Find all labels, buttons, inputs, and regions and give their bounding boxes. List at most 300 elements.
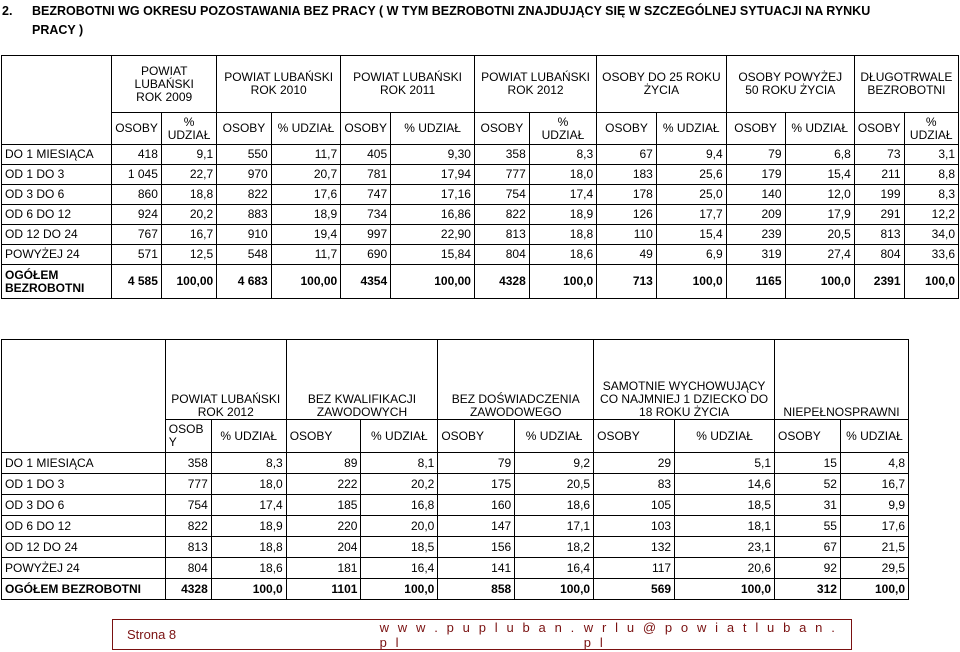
data-cell: 9,4 [656,145,726,165]
data-cell: 5,1 [675,453,775,474]
data-cell: 29 [594,453,675,474]
data-cell: 18,0 [211,474,286,495]
data-cell: 20,7 [271,165,340,185]
total-cell: 713 [597,265,657,299]
total-cell: 100,0 [361,579,438,600]
data-cell: 25,0 [656,185,726,205]
group-header-line: ZAWODOWYCH [316,405,408,419]
group-header-line: POWIAT LUBAŃSKI [171,392,281,406]
data-cell: 822 [165,516,211,537]
row-label: OD 3 DO 6 [2,185,112,205]
row-label: OD 12 DO 24 [2,537,166,558]
table-row [2,453,909,474]
data-cell: 147 [438,516,515,537]
data-cell: 18,6 [515,495,594,516]
data-cell: 67 [597,145,657,165]
data-cell: 781 [341,165,391,185]
column-group-header [597,56,727,113]
data-cell: 860 [112,185,162,205]
subheader-text: OSOBY [441,428,485,443]
data-cell: 822 [474,205,529,225]
total-cell: 100,0 [211,579,286,600]
data-cell: 690 [341,245,391,265]
data-cell: 19,4 [271,225,340,245]
row-label: OD 6 DO 12 [2,205,112,225]
email-link[interactable]: w r l u @ p o w i a t l u b a n . p l [583,619,838,650]
data-cell: 23,1 [675,537,775,558]
subheader-text: % UDZIAŁ [846,428,903,443]
header-row-subcolumns [2,113,959,145]
column-group-header [438,340,594,420]
subheader-text: OSOBY [344,121,387,135]
subheader-text: UDZIAŁ [541,127,585,142]
subheader-text: % UDZIAŁ [277,121,335,135]
section-title-line1: BEZROBOTNI WG OKRESU POZOSTAWANIA BEZ PRACY ( W TYM BEZROBOTNI ZNAJDUJĄCY SIĘ W SZCZEGÓLNEJ SYTUACJI NA RYNKU [32,4,871,18]
total-cell: 100,00 [391,265,475,299]
data-cell: 17,4 [529,185,596,205]
subheader-persons [854,113,904,145]
data-cell: 17,9 [785,205,854,225]
page-number: Strona 8 [127,627,177,642]
group-header-line: NIEPEŁNOSPRAWNI [783,405,900,419]
column-group-header [286,340,438,420]
subheader-text: % [557,114,569,129]
table-row [2,225,959,245]
total-label: OGÓŁEM BEZROBOTNI [2,579,166,600]
data-cell: 804 [474,245,529,265]
group-header-line: POWIAT LUBAŃSKI [353,70,463,84]
data-cell: 222 [286,474,361,495]
subheader-text: OSOBY [597,428,640,443]
data-cell: 16,7 [161,225,216,245]
data-cell: 20,0 [361,516,438,537]
data-cell: 132 [594,537,675,558]
data-cell: 9,1 [161,145,216,165]
data-cell: 9,30 [391,145,475,165]
total-row [2,579,909,600]
data-cell: 9,2 [515,453,594,474]
subheader-text: OSOBY [222,121,266,135]
section-number: 2. [2,4,13,18]
data-cell: 22,7 [161,165,216,185]
group-header-line: ZAWODOWEGO [469,405,562,419]
total-cell: 100,0 [840,579,908,600]
data-cell: 20,2 [161,205,216,225]
header-row-groups [2,340,909,420]
data-cell: 27,4 [785,245,854,265]
group-header-line: POWIAT [140,63,188,78]
data-cell: 571 [112,245,162,265]
data-cell: 175 [438,474,515,495]
data-cell: 15 [775,453,841,474]
data-cell: 183 [597,165,657,185]
data-cell: 8,1 [361,453,438,474]
group-header-line: BEZ KWALIFIKACJI [307,392,417,406]
total-cell: 100,0 [675,579,775,600]
table-row [2,205,959,225]
data-cell: 9,9 [840,495,908,516]
data-cell: 52 [775,474,841,495]
group-header-line: ŻYCIA [643,83,680,97]
total-cell: 100,0 [515,579,594,600]
data-cell: 160 [438,495,515,516]
subheader-text: OSOBY [857,121,901,135]
data-cell: 12,2 [904,205,959,225]
subheader-share [271,113,340,145]
data-cell: 910 [217,225,272,245]
data-cell: 20,5 [515,474,594,495]
total-cell: 4 683 [217,265,272,299]
data-cell: 804 [165,558,211,579]
data-cell: 18,5 [675,495,775,516]
total-cell: 4 585 [112,265,162,299]
total-cell: 858 [438,579,515,600]
data-cell: 16,4 [515,558,594,579]
column-group-header [854,56,958,113]
data-cell: 291 [854,205,904,225]
subheader-persons [286,420,361,453]
group-header-line: ROK 2012 [197,405,254,419]
data-cell: 220 [286,516,361,537]
data-cell: 754 [474,185,529,205]
total-cell: 4328 [474,265,529,299]
subheader-persons [597,113,657,145]
group-header-line: BEZROBOTNI [867,83,946,97]
subheader-text: % UDZIAŁ [220,428,278,443]
row-label: POWYŻEJ 24 [2,558,166,579]
data-cell: 358 [165,453,211,474]
subheader-persons [165,420,211,453]
column-group-header [474,56,596,113]
subheader-text: OSOBY [605,121,648,135]
data-cell: 883 [217,205,272,225]
data-cell: 79 [726,145,785,165]
data-cell: 55 [775,516,841,537]
column-group-header [594,340,775,420]
data-cell: 17,6 [271,185,340,205]
data-cell: 8,8 [904,165,959,185]
subheader-text: OSOB [168,422,204,436]
group-header-line: BEZ DOŚWIADCZENIA [451,392,580,406]
website-link[interactable]: w w w . p u p l u b a n . p l [379,619,577,650]
column-group-header [217,56,341,113]
subheader-share [675,420,775,453]
data-cell: 12,0 [785,185,854,205]
data-cell: 22,90 [391,225,475,245]
data-cell: 18,9 [271,205,340,225]
data-cell: 18,6 [529,245,596,265]
subheader-persons [775,420,841,453]
group-header-line: ROK 2009 [136,89,193,104]
subheader-text: % UDZIAŁ [371,428,428,443]
group-header-line: CO NAJMNIEJ 1 DZIECKO DO [600,392,769,406]
data-cell: 25,6 [656,165,726,185]
group-header-line: ROK 2012 [507,83,564,97]
data-cell: 767 [112,225,162,245]
data-cell: 179 [726,165,785,185]
page-footer [112,619,852,650]
data-cell: 18,5 [361,537,438,558]
data-cell: 17,6 [840,516,908,537]
data-cell: 18,8 [161,185,216,205]
data-cell: 15,4 [656,225,726,245]
data-cell: 14,6 [675,474,775,495]
data-cell: 754 [165,495,211,516]
subheader-share [656,113,726,145]
data-cell: 418 [112,145,162,165]
data-cell: 20,5 [785,225,854,245]
group-header-line: 50 ROKU ŻYCIA [745,83,836,97]
data-cell: 777 [165,474,211,495]
total-cell: 100,00 [271,265,340,299]
data-cell: 16,7 [840,474,908,495]
total-cell: 100,0 [785,265,854,299]
subheader-share [161,113,216,145]
group-header-line: OSOBY POWYŻEJ [738,70,843,84]
subheader-text: % UDZIAŁ [791,121,848,135]
data-cell: 105 [594,495,675,516]
total-label-line: BEZROBOTNI [5,280,85,295]
table-row [2,165,959,185]
data-cell: 31 [775,495,841,516]
data-cell: 34,0 [904,225,959,245]
data-cell: 18,8 [529,225,596,245]
data-cell: 18,8 [211,537,286,558]
data-cell: 126 [597,205,657,225]
data-cell: 8,3 [529,145,596,165]
subheader-share [529,113,596,145]
data-cell: 73 [854,145,904,165]
total-cell: 100,00 [161,265,216,299]
data-cell: 211 [854,165,904,185]
data-cell: 8,3 [211,453,286,474]
subheader-persons [112,113,162,145]
row-label: OD 12 DO 24 [2,225,112,245]
total-cell: 1101 [286,579,361,600]
subheader-persons [726,113,785,145]
data-cell: 3,1 [904,145,959,165]
data-cell: 141 [438,558,515,579]
data-cell: 21,5 [840,537,908,558]
column-group-header [341,56,475,113]
data-cell: 813 [474,225,529,245]
data-cell: 11,7 [271,145,340,165]
total-cell: 2391 [854,265,904,299]
column-group-header [112,56,217,113]
data-cell: 103 [594,516,675,537]
row-label: DO 1 MIESIĄCA [2,453,166,474]
row-label: OD 1 DO 3 [2,474,166,495]
data-cell: 110 [597,225,657,245]
data-cell: 11,7 [271,245,340,265]
data-cell: 67 [775,537,841,558]
subheader-share [904,113,959,145]
table-row [2,245,959,265]
subheader-text: OSOBY [480,121,524,135]
data-cell: 20,6 [675,558,775,579]
data-cell: 16,86 [391,205,475,225]
subheader-text: % UDZIAŁ [404,121,461,135]
corner-cell [2,340,166,453]
data-cell: 548 [217,245,272,265]
total-cell: 4328 [165,579,211,600]
group-header-line: ROK 2010 [250,83,307,97]
data-cell: 209 [726,205,785,225]
data-cell: 18,6 [211,558,286,579]
data-cell: 199 [854,185,904,205]
data-cell: 181 [286,558,361,579]
subheader-share [391,113,475,145]
unemployment-duration-table [1,55,959,299]
subheader-persons [438,420,515,453]
group-header-line: DŁUGOTRWALE [860,70,953,84]
table-row [2,474,909,495]
table-row [2,145,959,165]
data-cell: 405 [341,145,391,165]
data-cell: 358 [474,145,529,165]
data-cell: 178 [597,185,657,205]
subheader-text: OSOBY [778,428,821,443]
data-cell: 17,7 [656,205,726,225]
data-cell: 20,2 [361,474,438,495]
data-cell: 924 [112,205,162,225]
subheader-share [515,420,594,453]
corner-cell [2,56,112,145]
data-cell: 16,8 [361,495,438,516]
data-cell: 29,5 [840,558,908,579]
data-cell: 185 [286,495,361,516]
data-cell: 18,0 [529,165,596,185]
data-cell: 18,9 [211,516,286,537]
column-group-header [165,340,286,420]
data-cell: 813 [165,537,211,558]
data-cell: 6,9 [656,245,726,265]
column-group-header [726,56,854,113]
column-group-header [775,340,909,420]
data-cell: 16,4 [361,558,438,579]
subheader-text: % [183,114,195,129]
subheader-persons [594,420,675,453]
data-cell: 83 [594,474,675,495]
total-cell: 100,0 [529,265,596,299]
subheader-share [211,420,286,453]
subheader-text: UDZIAŁ [909,127,953,142]
subheader-text: UDZIAŁ [167,127,211,142]
total-cell: 100,0 [656,265,726,299]
data-cell: 4,8 [840,453,908,474]
total-cell: 569 [594,579,675,600]
data-cell: 89 [286,453,361,474]
row-label: OD 1 DO 3 [2,165,112,185]
data-cell: 18,1 [675,516,775,537]
total-cell: 312 [775,579,841,600]
data-cell: 550 [217,145,272,165]
table-row [2,558,909,579]
data-cell: 15,84 [391,245,475,265]
table-row [2,537,909,558]
total-cell: 100,0 [904,265,959,299]
row-label: OD 3 DO 6 [2,495,166,516]
data-cell: 734 [341,205,391,225]
data-cell: 6,8 [785,145,854,165]
data-cell: 17,16 [391,185,475,205]
data-cell: 822 [217,185,272,205]
subheader-text: % UDZIAŁ [662,121,720,135]
data-cell: 79 [438,453,515,474]
subheader-text: OSOBY [734,121,777,135]
data-cell: 156 [438,537,515,558]
data-cell: 17,1 [515,516,594,537]
row-label: OD 6 DO 12 [2,516,166,537]
group-header-line: 18 ROKU ŻYCIA [639,405,730,419]
subheader-share [785,113,854,145]
subheader-persons [217,113,272,145]
group-header-line: POWIAT LUBAŃSKI [224,70,334,84]
data-cell: 204 [286,537,361,558]
total-label [2,265,112,299]
data-cell: 1 045 [112,165,162,185]
data-cell: 747 [341,185,391,205]
subheader-share [840,420,908,453]
total-label-line: OGÓŁEM [5,267,59,282]
data-cell: 33,6 [904,245,959,265]
data-cell: 997 [341,225,391,245]
data-cell: 18,9 [529,205,596,225]
group-header-line: SAMOTNIE WYCHOWUJĄCY [602,379,766,393]
total-cell: 1165 [726,265,785,299]
section-heading [2,2,952,40]
data-cell: 140 [726,185,785,205]
header-row-groups [2,56,959,113]
data-cell: 813 [854,225,904,245]
row-label: DO 1 MIESIĄCA [2,145,112,165]
table-row [2,516,909,537]
group-header-line: OSOBY DO 25 ROKU [602,70,721,84]
subheader-text: OSOBY [289,428,333,443]
subheader-text: OSOBY [115,121,158,135]
data-cell: 319 [726,245,785,265]
subheader-text: Y [168,435,177,449]
data-cell: 777 [474,165,529,185]
group-header-line: ROK 2011 [379,83,436,97]
data-cell: 49 [597,245,657,265]
table-row [2,495,909,516]
data-cell: 17,4 [211,495,286,516]
data-cell: 18,2 [515,537,594,558]
data-cell: 117 [594,558,675,579]
subheader-persons [474,113,529,145]
total-row [2,265,959,299]
subheader-text: % UDZIAŁ [525,428,583,443]
subheader-text: % UDZIAŁ [696,428,753,443]
data-cell: 239 [726,225,785,245]
section-title-line2: PRACY ) [32,23,84,37]
data-cell: 17,94 [391,165,475,185]
total-cell: 4354 [341,265,391,299]
data-cell: 15,4 [785,165,854,185]
group-header-line: LUBAŃSKI [134,76,194,91]
table-row [2,185,959,205]
data-cell: 12,5 [161,245,216,265]
data-cell: 970 [217,165,272,185]
row-label: POWYŻEJ 24 [2,245,112,265]
data-cell: 92 [775,558,841,579]
subheader-share [361,420,438,453]
data-cell: 804 [854,245,904,265]
group-header-line: POWIAT LUBAŃSKI [481,70,591,84]
subheader-persons [341,113,391,145]
data-cell: 8,3 [904,185,959,205]
